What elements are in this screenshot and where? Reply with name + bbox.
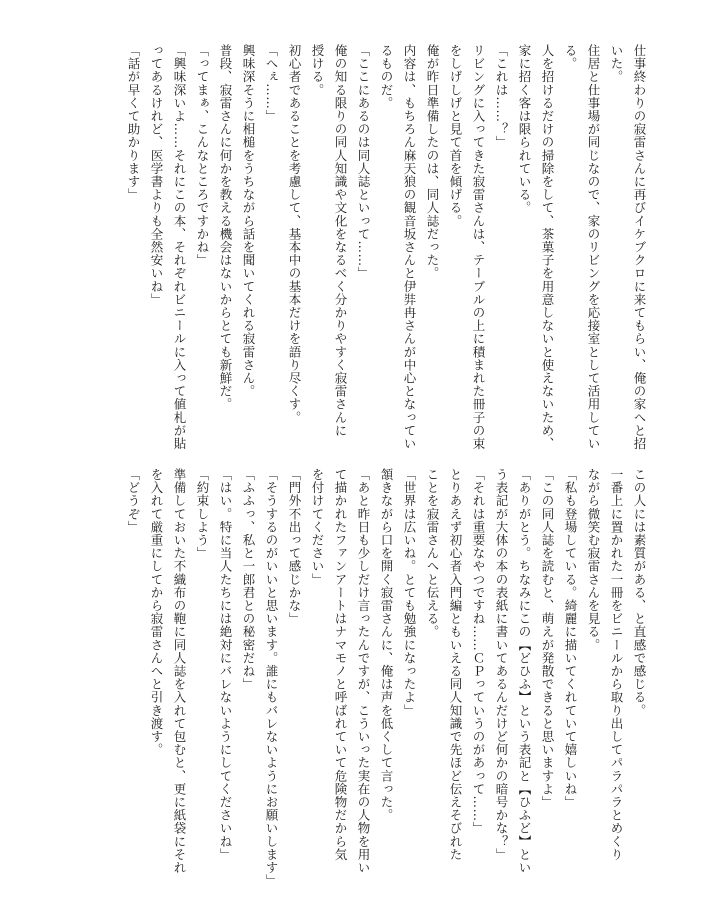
text-line: う表記が大体の本の表紙に書いてあるんだけど何かの暗号かな？」: [494, 468, 509, 861]
text-line: 家に招く客は限られている。: [517, 44, 532, 215]
text-line: 「へぇ……」: [264, 44, 279, 123]
text-line: 俺の知る限りの同人知識や文化をなるべく分かりやすく寂雷さんに: [333, 44, 348, 437]
text-line: この人には素質がある、と直感で感じる。: [632, 468, 647, 717]
text-line: 一番上に置かれた一冊をビニールから取り出してパラパラとめくり: [609, 468, 624, 861]
text-block-bottom: [122, 468, 651, 888]
text-line: 「ってまぁ、こんなところですかね」: [195, 44, 210, 267]
text-line: 準備しておいた不織布の鞄に同人誌を入れて包むと、更に紙袋にそれ: [172, 468, 187, 875]
text-block-top: [122, 44, 651, 451]
text-line: 頷きながら口を開く寂雷さんに、俺は声を低くして言った。: [379, 468, 394, 822]
text-line: 「ふふっ、私と一郎君との秘密だね」: [241, 468, 256, 691]
text-line: る。: [563, 44, 578, 71]
text-line: 「ここにあるのは同人誌といって……」: [356, 44, 371, 280]
text-line: をしげしげと見て首を傾げる。: [448, 44, 463, 228]
text-line: リビングに入ってきた寂雷さんは、テーブルの上に積まれた冊子の束: [471, 44, 486, 451]
text-line: 「話が早くて助かります」: [126, 44, 141, 202]
text-line: 俺が昨日準備したのは、同人誌だった。: [425, 44, 440, 280]
text-line: 興味深そうに相槌をうちながら話を聞いてくれる寂雷さん。: [241, 44, 256, 398]
text-line: 「ありがとう。ちなみにこの【どひふ】という表記と【ひふど】とい: [517, 468, 532, 875]
text-line: ながら微笑む寂雷さんを見る。: [586, 468, 601, 652]
text-line: ってあるけれど、医学書よりも全然安いね」: [149, 44, 164, 306]
text-line: 住居と仕事場が同じなので、家のリビングを応接室として活用してい: [586, 44, 601, 451]
text-line: 「そうするのがいいと思います。誰にもバレないようにお願いします」: [264, 468, 279, 888]
text-line: 授ける。: [310, 44, 325, 97]
text-line: 「興味深いよ……それにこの本、それぞれビニールに入って値札が貼: [172, 44, 187, 451]
text-line: て描かれたファンアートはナマモノと呼ばれていて危険物だから気: [333, 468, 348, 861]
text-line: 「それは重要なやつですね……ＣＰっていうのがあって……」: [471, 468, 486, 835]
text-line: 「はい。特に当人たちには絶対にバレないようにしてくださいね」: [218, 468, 233, 861]
text-line: ことを寂雷さんへと伝える。: [425, 468, 440, 639]
text-line: 「あと昨日も少しだけ言ったんですが、こういった実在の人物を用い: [356, 468, 371, 875]
text-line: とりあえず初心者入門編ともいえる同人知識で先ほど伝えそびれた: [448, 468, 463, 861]
text-line: 内容は、もちろん麻天狼の観音坂さんと伊弉冉さんが中心となってい: [402, 44, 417, 451]
text-line: 「私も登場している。綺麗に描いてくれていて嬉しいね」: [563, 468, 578, 809]
text-line: を入れて厳重にしてから寂雷さんへと引き渡す。: [149, 468, 164, 757]
text-line: 「この同人誌を読むと、萌えが発散できると思いますよ」: [540, 468, 555, 809]
text-line: るものだ。: [379, 44, 394, 110]
text-line: 「どうぞ」: [126, 468, 141, 534]
text-line: 「世界は広いね。とても勉強になったよ」: [402, 468, 417, 717]
text-line: 「約束しよう」: [195, 468, 210, 560]
text-line: 仕事終わりの寂雷さんに再びイケブクロに来てもらい、俺の家へと招: [632, 44, 647, 451]
text-line: 普段、寂雷さんに何かを教える機会はないからとても新鮮だ。: [218, 44, 233, 411]
text-line: 「これは……？」: [494, 44, 509, 149]
text-line: を付けてください」: [310, 468, 325, 586]
text-line: 人を招けるだけの掃除をして、茶菓子を用意しないと使えないため、: [540, 44, 555, 451]
text-line: 初心者であることを考慮して、基本中の基本だけを語り尽くす。: [287, 44, 302, 424]
text-line: 「門外不出って感じかな」: [287, 468, 302, 626]
text-line: いた。: [609, 44, 624, 84]
